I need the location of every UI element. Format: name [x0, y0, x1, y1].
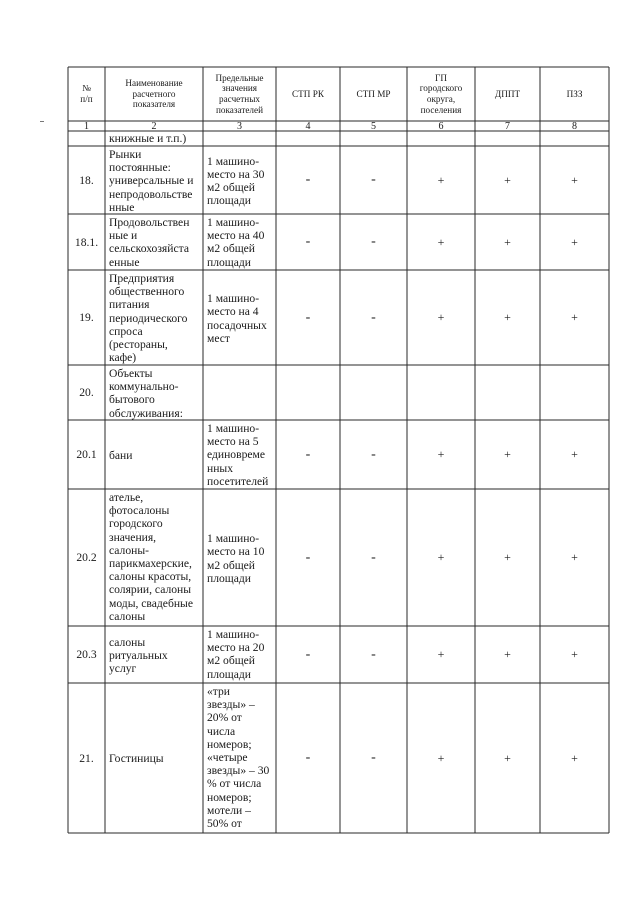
- header-stp-rk: СТП РК: [292, 88, 324, 99]
- mark-gp: +: [437, 550, 445, 564]
- mark-dppt: +: [504, 647, 511, 661]
- mark-gp: +: [437, 172, 445, 187]
- header-indicator-name: Наименование расчетного показателя: [125, 78, 183, 110]
- mark-dppt: [475, 365, 540, 420]
- mark-stp-mr: -: [371, 646, 376, 662]
- column-number: 8: [572, 121, 577, 131]
- limit-value: 1 машино- место на 30 м2 общей площади: [207, 154, 265, 208]
- mark-stp-mr: -: [371, 549, 376, 565]
- mark-pzz: +: [571, 550, 578, 564]
- row-number: 19.: [79, 311, 94, 324]
- limit-value: 1 машино- место на 4 посадочных мест: [207, 292, 267, 345]
- mark-stp-rk: -: [305, 549, 311, 565]
- mark-stp-mr: -: [371, 446, 376, 462]
- indicator-name: Объекты коммунально- бытового обслуживания:: [109, 367, 183, 420]
- indicator-name: Продовольствен ные и сельскохозяйста енные: [109, 216, 190, 269]
- mark-stp-mr: -: [371, 172, 376, 187]
- indicator-name: Гостиницы: [109, 752, 164, 766]
- header-dppt: ДППТ: [494, 88, 521, 99]
- limit-value: 1 машино- место на 5 единовреме нных посетителей: [207, 422, 269, 488]
- header-pzz: ПЗЗ: [566, 88, 583, 99]
- mark-gp: +: [437, 310, 445, 324]
- mark-stp-rk: -: [305, 446, 311, 462]
- mark-stp-mr: -: [371, 309, 376, 325]
- mark-gp: [407, 365, 475, 420]
- mark-stp-mr: -: [371, 750, 376, 765]
- mark-dppt: +: [504, 550, 511, 564]
- header-gp: ГП городского округа, поселения: [419, 72, 463, 115]
- mark-gp: +: [437, 750, 445, 765]
- mark-stp-rk: -: [305, 172, 311, 187]
- mark-pzz: +: [571, 750, 578, 765]
- limit-value: [203, 365, 276, 420]
- mark-dppt: +: [504, 447, 511, 461]
- continuation-text: книжные и т.п.): [109, 132, 187, 145]
- mark-pzz: +: [571, 310, 578, 324]
- row-number: 21.: [79, 751, 94, 765]
- indicator-name: ателье, фотосалоны городского значения, салоны- парикмахерские, салоны красоты, солярии, салоны моды, свадебные салоны: [109, 491, 193, 623]
- row-number: 20.3: [76, 648, 97, 661]
- column-number: 2: [151, 121, 157, 131]
- indicator-name: Предприятия общественного питания периодического спроса (рестораны, кафе): [109, 272, 188, 365]
- column-number: 7: [505, 121, 510, 131]
- mark-stp-rk: -: [305, 309, 311, 325]
- mark-gp: +: [437, 447, 445, 461]
- row-number: 18.1.: [74, 235, 99, 249]
- indicator-name: бани: [109, 448, 133, 462]
- mark-pzz: +: [571, 647, 578, 661]
- column-number: 1: [84, 121, 89, 131]
- mark-stp-rk: [276, 365, 340, 420]
- mark-gp: +: [437, 647, 445, 661]
- mark-stp-rk: -: [305, 750, 311, 765]
- mark-dppt: +: [504, 750, 511, 765]
- limit-value: 1 машино- место на 40 м2 общей площади: [207, 216, 265, 269]
- header-limit-values: Предельные значения расчетных показателей: [215, 72, 264, 115]
- row-number: 20.: [79, 386, 94, 399]
- mark-stp-mr: [340, 365, 407, 420]
- mark-stp-mr: -: [371, 234, 376, 249]
- mark-pzz: +: [571, 172, 578, 187]
- mark-stp-rk: -: [305, 646, 311, 662]
- column-number: 5: [371, 121, 376, 131]
- limit-value: 1 машино- место на 20 м2 общей площади: [207, 628, 265, 681]
- mark-stp-rk: -: [305, 234, 311, 249]
- row-number: 18.: [79, 173, 94, 187]
- indicator-name: Рынки постоянные: универсальные и непродовольстве нные: [109, 148, 194, 214]
- mark-gp: +: [437, 234, 445, 249]
- mark-pzz: +: [571, 234, 578, 249]
- column-number: 6: [438, 121, 444, 131]
- limit-value: 1 машино- место на 10 м2 общей площади: [207, 532, 265, 585]
- header-number: № п/п: [80, 83, 93, 104]
- mark-dppt: +: [504, 172, 511, 187]
- mark-dppt: +: [504, 310, 511, 324]
- indicator-name: салоны ритуальных услуг: [109, 635, 168, 676]
- mark-pzz: +: [571, 447, 578, 461]
- header-stp-mr: СТП МР: [356, 88, 391, 99]
- mark-dppt: +: [504, 234, 511, 249]
- column-number: 4: [305, 121, 311, 131]
- mark-pzz: [540, 365, 609, 420]
- row-number: 20.2: [76, 551, 97, 564]
- limit-value: «три звезды» – 20% от числа номеров; «четыре звезды» – 30 % от числа номеров; мотели – 50% от: [207, 685, 270, 831]
- row-number: 20.1: [76, 448, 97, 461]
- column-number: 3: [237, 121, 242, 131]
